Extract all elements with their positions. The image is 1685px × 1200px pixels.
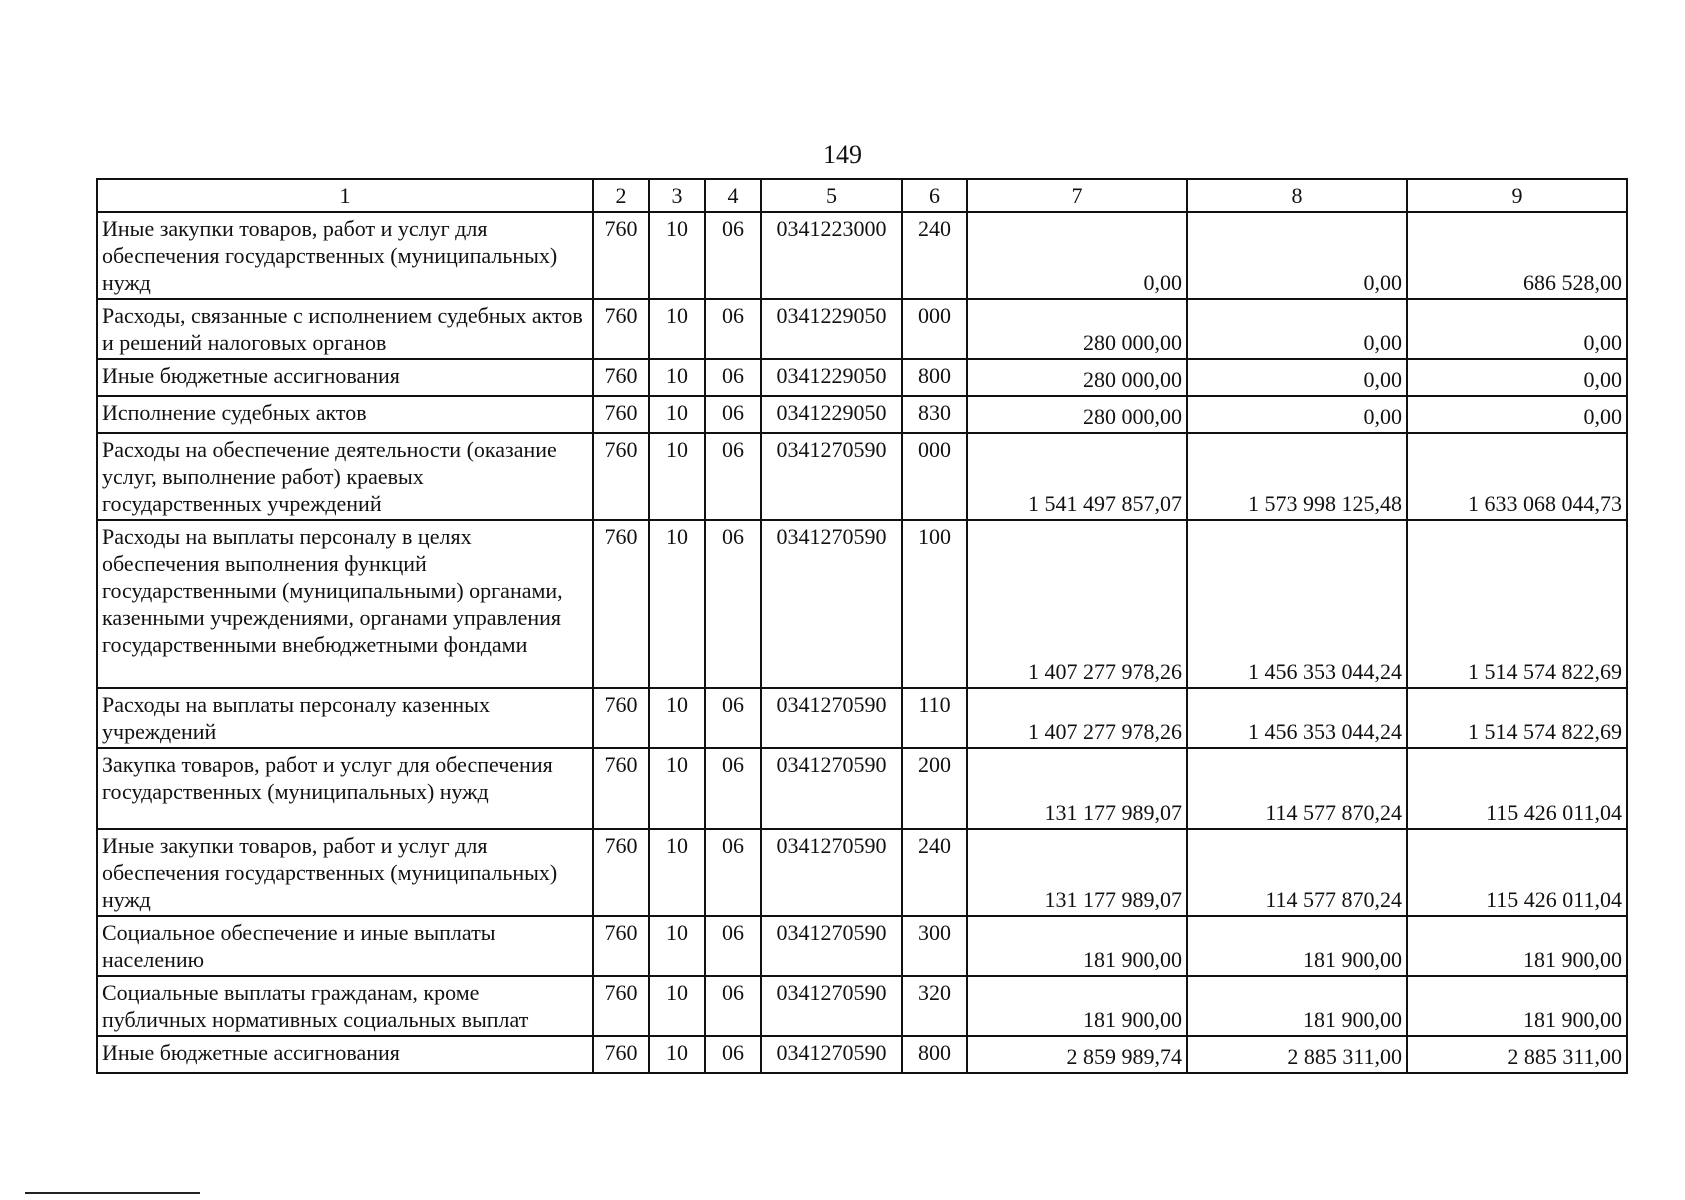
cell-amount-col7: 0,00 <box>967 212 1187 299</box>
cell-expense-type: 000 <box>902 433 967 520</box>
cell-section: 10 <box>649 688 705 748</box>
cell-subsection: 06 <box>705 396 761 433</box>
cell-amount-col7: 181 900,00 <box>967 976 1187 1036</box>
row-name: Иные закупки товаров, работ и услуг для обеспечения государственных (муниципальных) нужд <box>97 829 593 916</box>
column-header-2: 2 <box>593 179 649 212</box>
column-header-5: 5 <box>761 179 902 212</box>
column-header-4: 4 <box>705 179 761 212</box>
cell-amount-col9: 0,00 <box>1407 359 1627 396</box>
row-name: Иные бюджетные ассигнования <box>97 1036 593 1073</box>
cell-ministry-code: 760 <box>593 748 649 829</box>
cell-target-article: 0341229050 <box>761 396 902 433</box>
cell-amount-col9: 0,00 <box>1407 299 1627 359</box>
cell-ministry-code: 760 <box>593 1036 649 1073</box>
table-row <box>97 396 1627 433</box>
cell-amount-col9: 1 633 068 044,73 <box>1407 433 1627 520</box>
cell-expense-type: 240 <box>902 829 967 916</box>
table-row <box>97 520 1627 688</box>
cell-amount-col7: 1 407 277 978,26 <box>967 520 1187 688</box>
table-row <box>97 916 1627 976</box>
cell-ministry-code: 760 <box>593 520 649 688</box>
cell-target-article: 0341270590 <box>761 748 902 829</box>
cell-amount-col7: 280 000,00 <box>967 359 1187 396</box>
cell-expense-type: 240 <box>902 212 967 299</box>
table-row <box>97 829 1627 916</box>
budget-table <box>96 178 1628 1074</box>
table-row <box>97 1036 1627 1073</box>
cell-amount-col8: 114 577 870,24 <box>1187 829 1407 916</box>
cell-ministry-code: 760 <box>593 829 649 916</box>
row-name: Расходы на выплаты персоналу в целях обеспечения выполнения функций государственными (муниципальными) органами, казенными учреждениями, органами управления государственными внебюджетными фондами <box>97 520 593 688</box>
cell-amount-col9: 2 885 311,00 <box>1407 1036 1627 1073</box>
cell-amount-col8: 0,00 <box>1187 212 1407 299</box>
cell-ministry-code: 760 <box>593 916 649 976</box>
cell-amount-col7: 1 407 277 978,26 <box>967 688 1187 748</box>
row-name: Расходы на выплаты персоналу казенных учреждений <box>97 688 593 748</box>
cell-target-article: 0341270590 <box>761 916 902 976</box>
cell-expense-type: 830 <box>902 396 967 433</box>
cell-amount-col7: 2 859 989,74 <box>967 1036 1187 1073</box>
cell-amount-col8: 2 885 311,00 <box>1187 1036 1407 1073</box>
cell-amount-col8: 1 456 353 044,24 <box>1187 688 1407 748</box>
cell-section: 10 <box>649 520 705 688</box>
cell-section: 10 <box>649 829 705 916</box>
cell-section: 10 <box>649 299 705 359</box>
cell-amount-col9: 181 900,00 <box>1407 976 1627 1036</box>
cell-target-article: 0341229050 <box>761 299 902 359</box>
cell-amount-col8: 0,00 <box>1187 359 1407 396</box>
row-name: Исполнение судебных актов <box>97 396 593 433</box>
table-row <box>97 299 1627 359</box>
table-row <box>97 688 1627 748</box>
cell-expense-type: 100 <box>902 520 967 688</box>
cell-section: 10 <box>649 396 705 433</box>
column-header-9: 9 <box>1407 179 1627 212</box>
cell-amount-col7: 280 000,00 <box>967 299 1187 359</box>
cell-ministry-code: 760 <box>593 433 649 520</box>
table-row <box>97 976 1627 1036</box>
row-name: Иные закупки товаров, работ и услуг для обеспечения государственных (муниципальных) нужд <box>97 212 593 299</box>
cell-subsection: 06 <box>705 829 761 916</box>
cell-amount-col9: 686 528,00 <box>1407 212 1627 299</box>
cell-subsection: 06 <box>705 299 761 359</box>
cell-target-article: 0341229050 <box>761 359 902 396</box>
cell-amount-col9: 1 514 574 822,69 <box>1407 688 1627 748</box>
column-header-1: 1 <box>97 179 593 212</box>
table-row <box>97 433 1627 520</box>
table-header <box>97 179 1627 212</box>
cell-expense-type: 300 <box>902 916 967 976</box>
row-name: Иные бюджетные ассигнования <box>97 359 593 396</box>
cell-target-article: 0341270590 <box>761 976 902 1036</box>
cell-subsection: 06 <box>705 212 761 299</box>
column-header-8: 8 <box>1187 179 1407 212</box>
cell-amount-col7: 131 177 989,07 <box>967 829 1187 916</box>
header-row <box>97 179 1627 212</box>
column-header-6: 6 <box>902 179 967 212</box>
row-name: Закупка товаров, работ и услуг для обеспечения государственных (муниципальных) нужд <box>97 748 593 829</box>
cell-target-article: 0341270590 <box>761 688 902 748</box>
cell-amount-col8: 0,00 <box>1187 299 1407 359</box>
cell-section: 10 <box>649 359 705 396</box>
cell-subsection: 06 <box>705 433 761 520</box>
table-row <box>97 359 1627 396</box>
cell-amount-col9: 0,00 <box>1407 396 1627 433</box>
cell-amount-col8: 181 900,00 <box>1187 916 1407 976</box>
cell-expense-type: 320 <box>902 976 967 1036</box>
row-name: Расходы на обеспечение деятельности (оказание услуг, выполнение работ) краевых государственных учреждений <box>97 433 593 520</box>
cell-amount-col9: 115 426 011,04 <box>1407 829 1627 916</box>
cell-amount-col8: 0,00 <box>1187 396 1407 433</box>
cell-subsection: 06 <box>705 1036 761 1073</box>
cell-ministry-code: 760 <box>593 396 649 433</box>
cell-amount-col7: 181 900,00 <box>967 916 1187 976</box>
cell-ministry-code: 760 <box>593 688 649 748</box>
cell-subsection: 06 <box>705 359 761 396</box>
column-header-3: 3 <box>649 179 705 212</box>
cell-section: 10 <box>649 433 705 520</box>
cell-subsection: 06 <box>705 916 761 976</box>
footnote-separator <box>25 1192 200 1194</box>
cell-expense-type: 800 <box>902 1036 967 1073</box>
cell-expense-type: 800 <box>902 359 967 396</box>
cell-expense-type: 200 <box>902 748 967 829</box>
table-row <box>97 212 1627 299</box>
cell-amount-col7: 131 177 989,07 <box>967 748 1187 829</box>
cell-amount-col7: 280 000,00 <box>967 396 1187 433</box>
cell-amount-col9: 181 900,00 <box>1407 916 1627 976</box>
cell-subsection: 06 <box>705 748 761 829</box>
cell-section: 10 <box>649 1036 705 1073</box>
column-header-7: 7 <box>967 179 1187 212</box>
cell-target-article: 0341270590 <box>761 520 902 688</box>
cell-target-article: 0341270590 <box>761 1036 902 1073</box>
table-body <box>97 212 1627 1073</box>
cell-expense-type: 110 <box>902 688 967 748</box>
cell-amount-col8: 1 456 353 044,24 <box>1187 520 1407 688</box>
cell-section: 10 <box>649 916 705 976</box>
cell-section: 10 <box>649 212 705 299</box>
cell-target-article: 0341270590 <box>761 433 902 520</box>
cell-ministry-code: 760 <box>593 359 649 396</box>
row-name: Расходы, связанные с исполнением судебных актов и решений налоговых органов <box>97 299 593 359</box>
row-name: Социальное обеспечение и иные выплаты населению <box>97 916 593 976</box>
page-number: 149 <box>823 140 862 169</box>
cell-subsection: 06 <box>705 688 761 748</box>
cell-amount-col8: 1 573 998 125,48 <box>1187 433 1407 520</box>
row-name: Социальные выплаты гражданам, кроме публичных нормативных социальных выплат <box>97 976 593 1036</box>
cell-amount-col9: 115 426 011,04 <box>1407 748 1627 829</box>
cell-section: 10 <box>649 748 705 829</box>
cell-target-article: 0341270590 <box>761 829 902 916</box>
cell-subsection: 06 <box>705 520 761 688</box>
cell-amount-col7: 1 541 497 857,07 <box>967 433 1187 520</box>
cell-ministry-code: 760 <box>593 976 649 1036</box>
cell-expense-type: 000 <box>902 299 967 359</box>
cell-ministry-code: 760 <box>593 212 649 299</box>
cell-amount-col8: 114 577 870,24 <box>1187 748 1407 829</box>
cell-target-article: 0341223000 <box>761 212 902 299</box>
table-row <box>97 748 1627 829</box>
cell-amount-col9: 1 514 574 822,69 <box>1407 520 1627 688</box>
cell-subsection: 06 <box>705 976 761 1036</box>
cell-ministry-code: 760 <box>593 299 649 359</box>
cell-section: 10 <box>649 976 705 1036</box>
cell-amount-col8: 181 900,00 <box>1187 976 1407 1036</box>
